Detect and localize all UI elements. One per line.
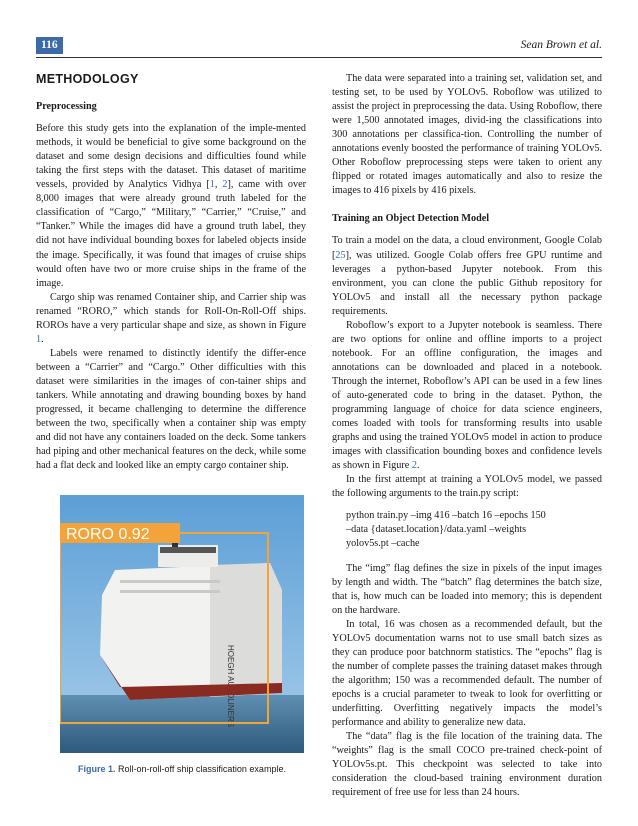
subsection-title-preprocessing: Preprocessing (36, 101, 97, 113)
code-line: yolov5s.pt –cache (346, 538, 420, 550)
citation-link[interactable]: 1 (209, 179, 215, 191)
left-column (36, 72, 306, 473)
page-header (36, 37, 602, 57)
running-head: Sean Brown et al. (520, 39, 602, 51)
citation-link[interactable]: 25 (335, 249, 346, 261)
header-rule (36, 57, 602, 58)
paragraph: To train a model on the data, a cloud environment, Google Colab [25], was utilized. Google Colab offers free GPU runtime and leverages a python-based Jupyter notebook. From this environment, you can clone the public Github repository for YOLOv5 and install all the necessary python package requirements. (332, 235, 602, 317)
right-column (332, 72, 602, 800)
paragraph: The “data” flag is the file location of the training data. The “weights” flag is the small COCO pre-trained check-point of YOLOv5s.pt. This checkpoint was selected to take into consideration the cloud-based training environment duration requirement of free use for less than 24 hours. (332, 731, 602, 799)
figure-1 (60, 495, 304, 774)
ship-photo (60, 495, 304, 753)
paragraph: Before this study gets into the explanation of the imple-mented methods, it would be beneficial to give some background on the dataset and some design decisions and difficulties found while taking the first steps with the dataset. This dataset of maritime vessels, provided by Analytics Vidhya [1, 2], came with over 8,000 images that were already ground truth labeled for the classification of “Cargo,” “Military,” “Carrier,” “Cruise,” and “Tanker.” While the images did have a ground truth label, they did not have individual bounding boxes for labeled objects inside the image. Specifically, it was found that images of cruise ships would often have two or more cruise ships in the frame of the image. (36, 123, 306, 289)
paragraph: In total, 16 was chosen as a recommended default, but the YOLOv5 documentation warns not to use small batch sizes as they can produce poor batchnorm statistics. The “epochs” flag is the number of complete passes the training dataset makes through the algorithm; 150 was a recommended default. The number of epochs is a crucial parameter to tweak to look for overfitting or underfitting. Overfitting negatively impacts the model’s performance and ability to generalize new data. (332, 618, 602, 729)
figure-label: Figure 1. (78, 764, 116, 774)
paragraph: In the first attempt at training a YOLOv5 model, we passed the following arguments to the train.py script: (332, 474, 602, 500)
figure-reference-link[interactable]: 2 (411, 460, 417, 472)
page-number: 116 (36, 37, 63, 54)
paragraph: The data were separated into a training set, validation set, and testing set, to be used by YOLOv5. Roboflow was utilized to assist the project in preprocessing the data. Using Roboflow, there were 1,500 annotated images, divid-ing the classifications into 300 annotations per classifica-tion. Controlling the number of annotations evenly boosted the performance of training YOLOv5. Other Roboflow preprocessing steps were taken to orient any flipped or rotated images automatically and also to resize the images to 416 pixels by 416 pixels. (332, 73, 602, 197)
paragraph: Roboflow’s export to a Jupyter notebook is seamless. There are two options for online and offline imports to a project notebook. For an offline configuration, the images and annotations can be downloaded and placed in a notebook. Through the internet, Roboflow’s API can be used in a few lines of auto-generated code to bring in the dataset. Python, the programming language of choice for data science engineers, comes loaded with tools for transforming results into usable graphs and using the trained YOLOv5 model in action to produce images with classification bounding boxes and confidence levels as shown in Figure 2. (332, 319, 602, 472)
code-block (346, 509, 602, 551)
figure-reference-link[interactable]: 1 (36, 333, 42, 345)
code-line: python train.py –img 416 –batch 16 –epochs 150 (346, 510, 546, 522)
citation-link[interactable]: 2 (222, 179, 228, 191)
paragraph: The “img” flag defines the size in pixels of the input images by length and width. The “batch” flag determines the batch size, that is, how much can be loaded into memory; this is dependent on the hardware. (332, 562, 602, 616)
figure-caption: Figure 1. Roll-on-roll-off ship classification example. (78, 764, 286, 774)
paragraph: Labels were renamed to distinctly identify the differ-ence between a “Carrier” and “Cargo.” Other difficulties with this dataset were similarities in the images of con-tainer ships and tankers. While annotating and drawing bounding boxes by hand progressed, it became challenging to determine the difference between the two, specifically when a container ship was empty and did not have any containers loaded on the deck. Some tankers had piping and other mechanical features on the deck, while some had a flat deck and looked like an empty cargo container ship. (36, 347, 306, 472)
section-title: METHODOLOGY (36, 72, 139, 86)
subsection-title-training: Training an Object Detection Model (332, 213, 490, 225)
detection-label: RORO 0.92 (66, 526, 150, 543)
code-line: –data {dataset.location}/data.yaml –weights (346, 524, 527, 536)
paragraph: Cargo ship was renamed Container ship, and Carrier ship was renamed “RORO,” which stands for Roll-On-Roll-Off ships. ROROs have a very particular shape and size, as shown in Figure 1. (36, 291, 306, 345)
